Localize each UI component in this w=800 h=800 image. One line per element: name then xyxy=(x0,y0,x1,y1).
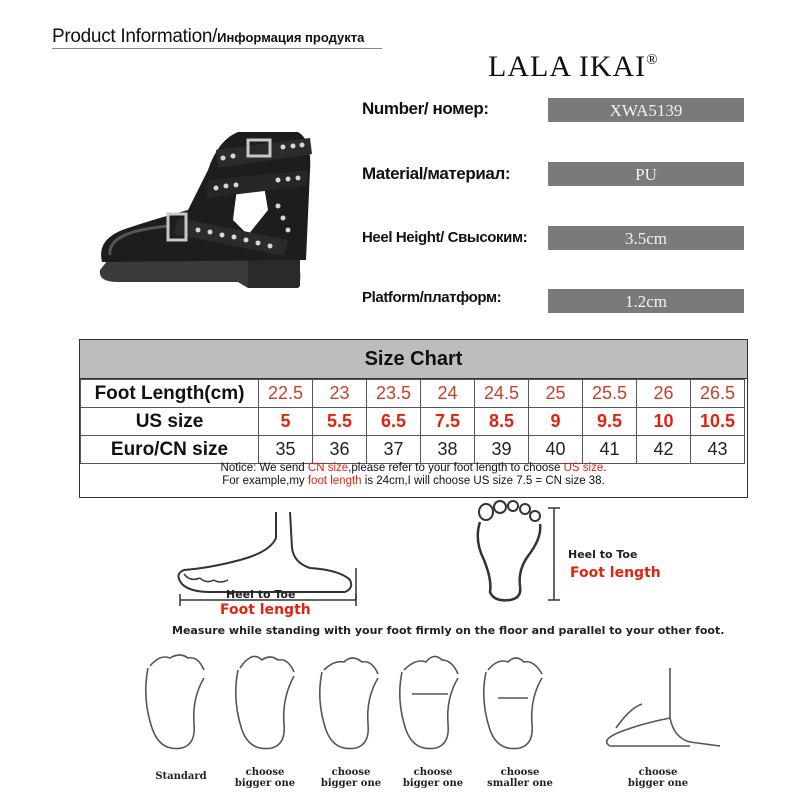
table-cell: 9 xyxy=(529,408,583,436)
table-cell: 40 xyxy=(529,436,583,464)
row-label: Foot Length(cm) xyxy=(81,380,259,408)
foot-type-caption: choose smaller one xyxy=(487,767,553,789)
spec-value-heel: 3.5cm xyxy=(548,226,744,250)
table-cell: 10.5 xyxy=(691,408,745,436)
table-cell: 7.5 xyxy=(421,408,475,436)
top-heel-to-toe: Heel to Toe xyxy=(568,548,638,561)
table-cell: 6.5 xyxy=(367,408,421,436)
spec-label-material: Material/материал: xyxy=(362,164,511,183)
foot-type-caption: Standard xyxy=(155,771,207,782)
page-title: Product Information/Информация продукта xyxy=(52,26,365,47)
table-cell: 26 xyxy=(637,380,691,408)
table-cell: 8.5 xyxy=(475,408,529,436)
size-chart xyxy=(79,339,748,498)
brand-logo: LALA IKAI® xyxy=(488,50,659,83)
table-cell: 37 xyxy=(367,436,421,464)
foot-type-caption: choose bigger one xyxy=(627,767,689,789)
table-cell: 10 xyxy=(637,408,691,436)
table-cell: 38 xyxy=(421,436,475,464)
table-cell: 25.5 xyxy=(583,380,637,408)
header-divider xyxy=(52,48,382,49)
table-cell: 26.5 xyxy=(691,380,745,408)
table-cell: 5.5 xyxy=(313,408,367,436)
table-row xyxy=(81,436,745,464)
side-foot-length: Foot length xyxy=(220,602,311,618)
table-cell: 35 xyxy=(259,436,313,464)
table-cell: 43 xyxy=(691,436,745,464)
row-label: US size xyxy=(81,408,259,436)
notice-line-1: Notice: We send CN size,please refer to your foot length to choose US size. xyxy=(220,462,607,474)
product-photo xyxy=(88,110,333,290)
table-cell: 23.5 xyxy=(367,380,421,408)
measure-instruction: Measure while standing with your foot firmly on the floor and parallel to your other foot. xyxy=(172,624,725,637)
table-cell: 41 xyxy=(583,436,637,464)
spec-label-platform: Platform/платформ: xyxy=(362,289,502,306)
side-heel-to-toe: Heel to Toe xyxy=(226,588,296,601)
table-cell: 42 xyxy=(637,436,691,464)
size-table xyxy=(80,379,745,464)
table-cell: 5 xyxy=(259,408,313,436)
top-foot-diagram xyxy=(470,500,570,605)
table-cell: 9.5 xyxy=(583,408,637,436)
spec-label-heel: Heel Height/ Свысоким: xyxy=(362,229,528,246)
spec-value-number: XWA5139 xyxy=(548,98,744,122)
spec-value-platform: 1.2cm xyxy=(548,289,744,313)
table-cell: 36 xyxy=(313,436,367,464)
spec-label-number: Number/ номер: xyxy=(362,99,489,118)
spec-value-material: PU xyxy=(548,162,744,186)
table-cell: 22.5 xyxy=(259,380,313,408)
table-cell: 39 xyxy=(475,436,529,464)
table-row xyxy=(81,408,745,436)
size-notice xyxy=(80,462,747,488)
table-cell: 24 xyxy=(421,380,475,408)
top-foot-length: Foot length xyxy=(570,565,661,581)
foot-type-caption: choose bigger one xyxy=(320,767,382,789)
foot-type-caption: choose bigger one xyxy=(402,767,464,789)
table-cell: 23 xyxy=(313,380,367,408)
foot-types-diagram xyxy=(130,648,730,758)
table-cell: 24.5 xyxy=(475,380,529,408)
table-cell: 25 xyxy=(529,380,583,408)
size-chart-title: Size Chart xyxy=(80,340,747,379)
table-row xyxy=(81,380,745,408)
notice-line-2: For example,my foot length is 24cm,I will choose US size 7.5 = CN size 38. xyxy=(222,475,605,487)
foot-type-caption: choose bigger one xyxy=(234,767,296,789)
row-label: Euro/CN size xyxy=(81,436,259,464)
